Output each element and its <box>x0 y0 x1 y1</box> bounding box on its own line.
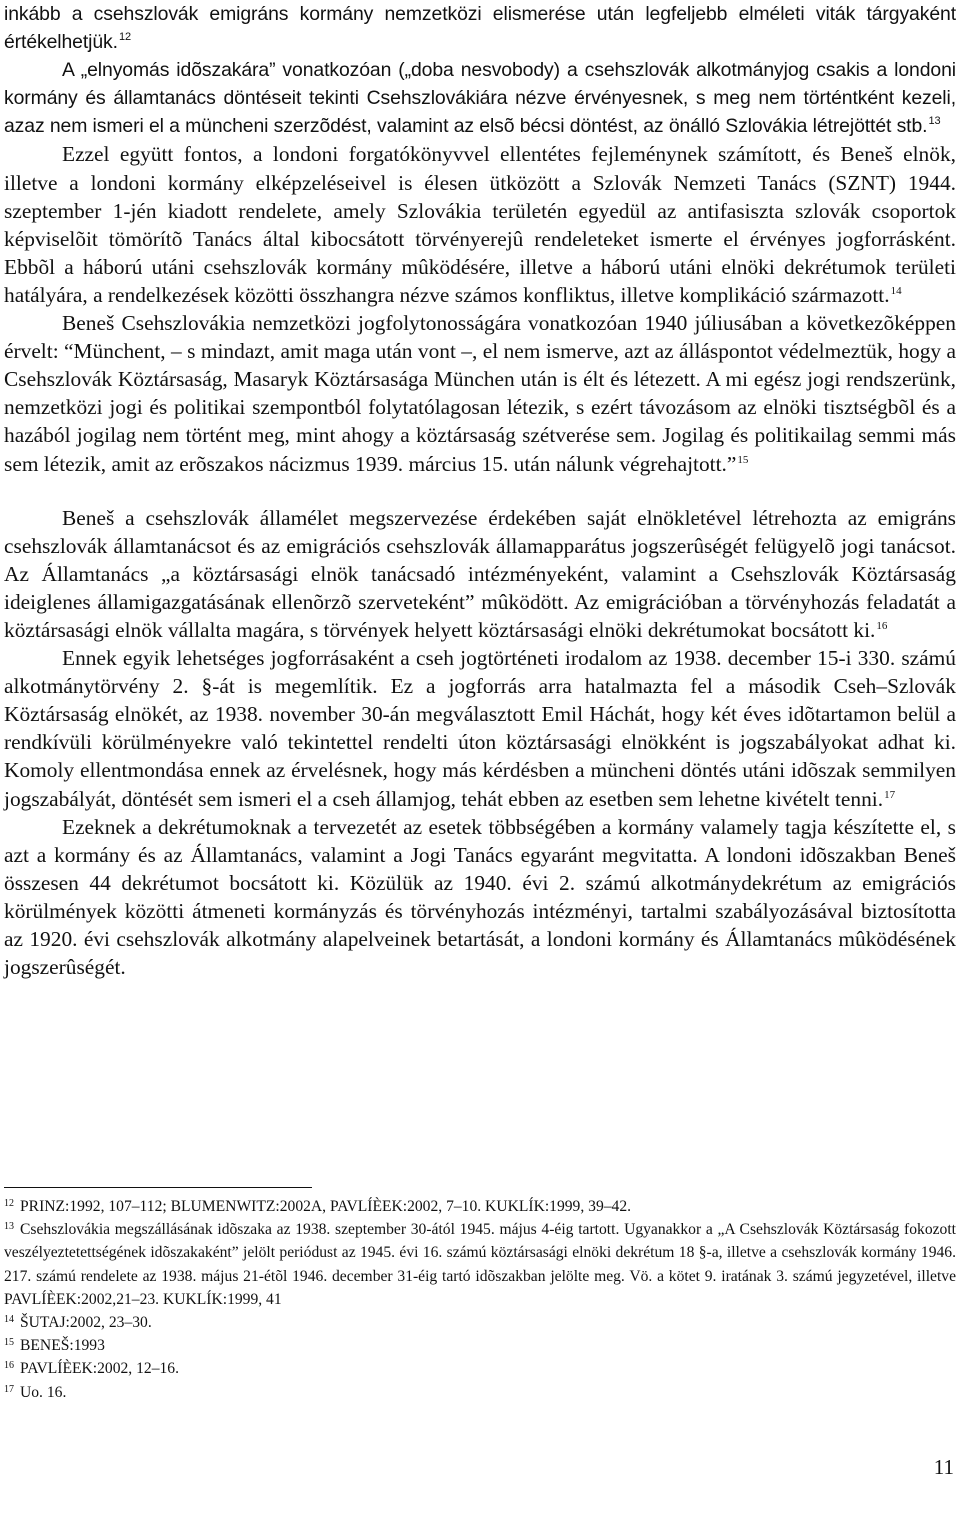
paragraph-6-text: Ennek egyik lehetséges jogforrásaként a cseh jogtörténeti irodalom az 1938. december 15-i 330. számú alkotmánytörvény 2. §-át is megemlítik. Ez a jogforrás arra hatalmazta fel a második Cseh–Szlovák Köztársaság elnökét, az 1938. november 30-án megválasztott Emil Háchát, hogy két éves idõtartamon belül a rendkívüli körülményekre való tekintettel rendelti úton köztársasági elnökként is jogszabályokat adhat ki. Komoly ellentmondása ennek az érvelésnek, hogy más kérdésben a müncheni döntés utáni idõszak semmilyen jogszabályát, döntését sem ismeri el a cseh államjog, tehát ebben az esetben sem lehetne kivételt tenni. <box>4 646 956 811</box>
paragraph-4 <box>4 309 956 478</box>
footnote-text: ŠUTAJ:2002, 23–30. <box>20 1314 152 1332</box>
paragraph-7 <box>4 813 956 982</box>
footnote-text: Uo. 16. <box>20 1383 67 1401</box>
footnote-text: PRINZ:1992, 107–112; BLUMENWITZ:2002A, PAVLÍÈEK:2002, 7–10. KUKLÍK:1999, 39–42. <box>20 1198 632 1215</box>
footnote-divider <box>4 1187 312 1188</box>
footnote-ref-14[interactable]: 14 <box>890 284 902 297</box>
footnote-13: 13 Csehszlovákia megszállásának idõszaka az 1938. szeptember 30-ától 1945. május 4-éig tartott. Ugyanakkor a „A Csehszlovák Köztársaság fokozott veszélyeztetettségének idõszakaként” jelölt periódust az 1945. évi 16. számú köztársasági elnöki dekrétum 18 §-a, illetve a csehszlovák kormány 1946. 217. számú rendelete az 1938. május 21-étõl 1946. december 31-éig tartó idõszakban jelölte meg. Vö. a kötet 9. iratának 3. számú jegyzetével, illetve PAVLÍÈEK:2002,21–23. KUKLÍK:1999, 41 <box>4 1221 956 1308</box>
footnote-text: BENEŠ:1993 <box>20 1337 105 1355</box>
footnote-ref-16[interactable]: 16 <box>876 619 888 632</box>
paragraph-2 <box>4 56 956 140</box>
footnote-ref-13[interactable]: 13 <box>928 115 941 128</box>
footnote-ref-12[interactable]: 12 <box>118 31 131 44</box>
footnote-text: Csehszlovákia megszállásának idõszaka az 1938. szeptember 30-ától 1945. május 4-éig tartott. Ugyanakkor a „A Csehszlovák Köztársaság fokozott veszélyeztetettségének idõszakaként” jelölt periódust az 1945. évi 16. számú köztársasági elnöki dekrétum 18 §-a, illetve a csehszlovák kormány 1946. 217. számú rendelete az 1938. május 21-étõl 1946. december 31-éig tartó idõszakban jelölte meg. Vö. a kötet 9. iratának 3. számú jegyzetével, illetve PAVLÍÈEK:2002,21–23. KUKLÍK:1999, 41 <box>4 1221 956 1308</box>
paragraph-6 <box>4 644 956 813</box>
page-body <box>4 0 956 981</box>
footnote-text: PAVLÍÈEK:2002, 12–16. <box>20 1360 179 1378</box>
paragraph-3-text: Ezzel együtt fontos, a londoni forgatókönyvvel ellentétes fejleménynek számított, és Beneš elnök, illetve a londoni kormány elképzeléseivel is élesen ütközött a Szlovák Nemzeti Tanács (SZNT) 1944. szeptember 1-jén kiadott rendelete, amely Szlovákia területén egyedül az antifasiszta szlovák csoportok képviselõit tömörítõ Tanács által kibocsátott törvényerejû rendeleteket ismerte el érvényes jogforrásként. Ebbõl a háború utáni csehszlovák kormány mûködésére, illetve a háború utáni elnöki dekrétumok területi hatályára, a rendelkezések közötti összhangra nézve számos konfliktus, illetve komplikáció származott. <box>4 142 956 307</box>
paragraph-1 <box>4 0 956 56</box>
footnote-ref-15[interactable]: 15 <box>737 453 749 466</box>
section-gap <box>4 478 956 504</box>
page-number: 11 <box>933 1455 954 1479</box>
paragraph-3 <box>4 140 956 309</box>
footnote-ref-17[interactable]: 17 <box>884 788 896 801</box>
footnote-12: 12 PRINZ:1992, 107–112; BLUMENWITZ:2002A, PAVLÍÈEK:2002, 7–10. KUKLÍK:1999, 39–42. <box>4 1198 632 1215</box>
paragraph-1-text: inkább a csehszlovák emigráns kormány nemzetközi elismerése után legfeljebb elméleti viták tárgyaként értékelhetjük. <box>4 3 956 54</box>
paragraph-2-text: A „elnyomás idõszakára” vonatkozóan („doba nesvobody) a csehszlovák alkotmányjog csakis a londoni kormány és államtanács döntéseit tekinti Csehszlovákiára nézve érvényesnek, s meg nem történtként kezeli, azaz nem ismeri el a müncheni szerzõdést, valamint az elsõ bécsi döntést, az önálló Szlovákia létrejöttét stb. <box>4 59 956 138</box>
footnote-16: 16 PAVLÍÈEK:2002, 12–16. <box>4 1360 179 1378</box>
paragraph-4-text: Beneš Csehszlovákia nemzetközi jogfolytonosságára vonatkozóan 1940 júliusában a következõképpen érvelt: “Münchent, – s mindazt, amit maga után vont –, el nem ismerve, azt az álláspontot védelmeztük, hogy a Csehszlovák Köztársaság, Masaryk Köztársasága München után is élt és létezett. A mi egész jogi rendszerünk, nemzetközi jogi és politikai szempontból folytatólagosan létezik, s ezért távozásom az elnöki tisztségbõl és a hazából jogilag nem történt meg, mint ahogy a köztársaság szétverése sem. Jogilag és politikailag semmi más sem létezik, amit az erõszakos nácizmus 1939. március 15. után nálunk végrehajtott.” <box>4 311 956 476</box>
paragraph-7-text: Ezeknek a dekrétumoknak a tervezetét az esetek többségében a kormány valamely tagja készítette el, s azt a kormány és az Államtanács, valamint a Jogi Tanács egyaránt megvitatta. A londoni idõszakban Beneš összesen 44 dekrétumot bocsátott ki. Közülük az 1940. évi 2. számú alkotmánydekrétum az emigrációs körülmények közötti átmeneti kormányzás és törvényhozás intézményi, tartalmi szabályozásával biztosította az 1920. évi csehszlovák alkotmány alapelveinek betartását, a londoni kormány és Államtanács mûködésének jogszerûségét. <box>4 814 956 980</box>
paragraph-5 <box>4 504 956 644</box>
footnote-15: 15 BENEŠ:1993 <box>4 1337 105 1355</box>
paragraph-5-text: Beneš a csehszlovák államélet megszervezése érdekében saját elnökletével létrehozta az emigráns csehszlovák államtanácsot és az emigrációs csehszlovák államapparátus jogszerûségét felügyelõ jogi tanácsot. Az Államtanács „a köztársasági elnök tanácsadó intézményeként, valamint a Csehszlovák Köztársaság ideiglenes államigazgatásának ellenõrzõ szerveteként” mûködött. Az emigrációban a törvényhozás feladatát a köztársasági elnök vállalta magára, s törvények helyett köztársasági elnöki dekrétumokat bocsátott ki. <box>4 505 956 642</box>
footnote-14: 14 ŠUTAJ:2002, 23–30. <box>4 1314 152 1332</box>
footnote-17: 17 Uo. 16. <box>4 1383 67 1401</box>
footnotes <box>4 1195 956 1404</box>
